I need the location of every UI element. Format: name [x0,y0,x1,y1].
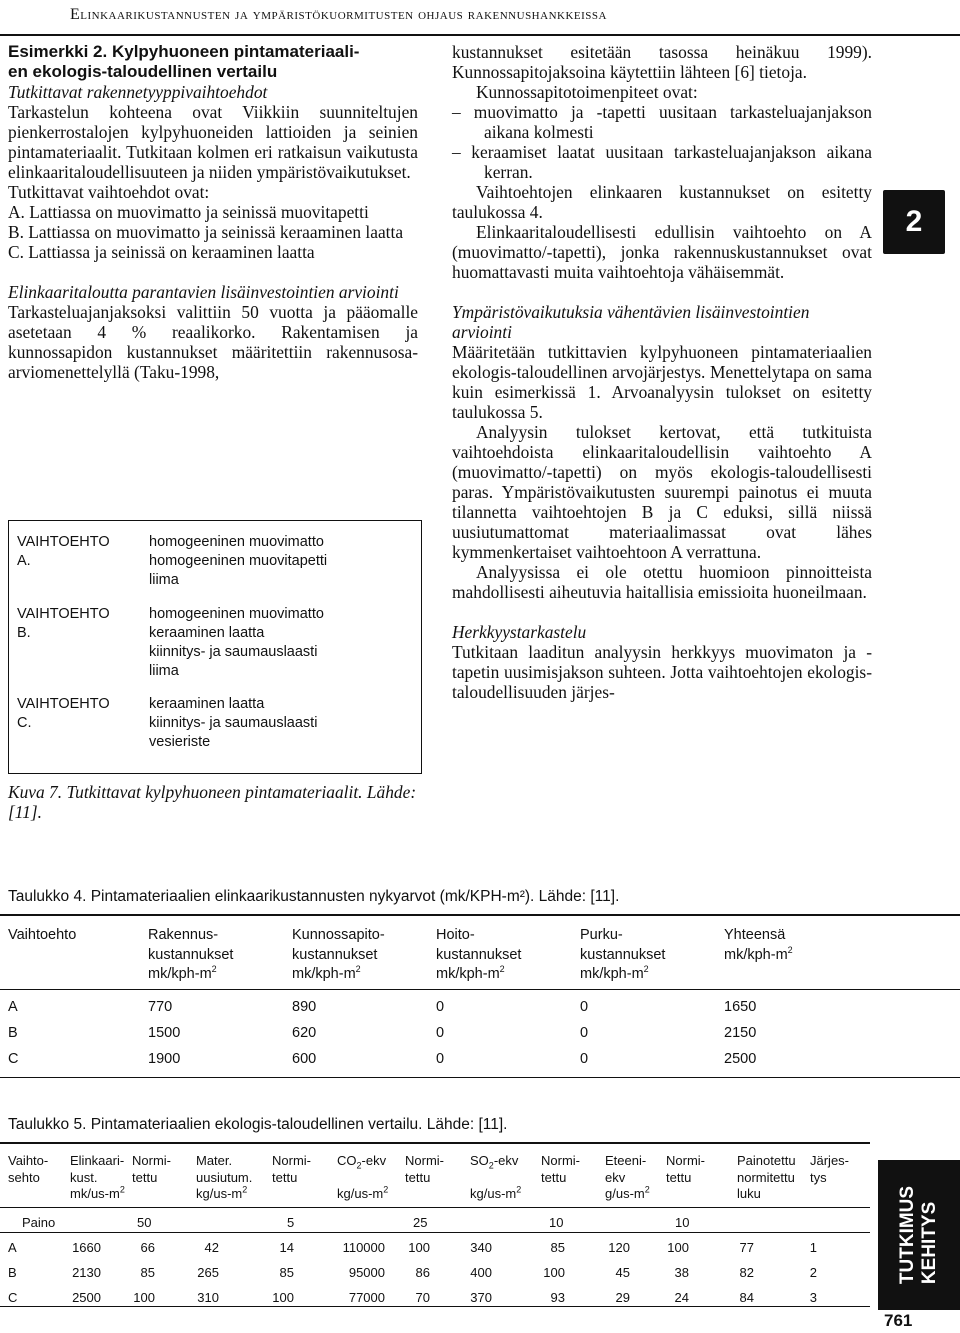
table-4-cell: C [8,1051,19,1067]
option-b: B. Lattiassa on muovimatto ja seinissä keraaminen laatta [8,222,404,242]
table-5-cell: 3 [809,1290,817,1305]
table-5-header-so2: $SO_2$-ekv $kg/us-m^2$ [470,1153,522,1201]
table-5-cell: 85 [550,1240,565,1255]
table-5-cell: 70 [415,1290,430,1305]
table-4-cell: 0 [436,999,445,1015]
table-4-cell: 0 [436,1025,445,1041]
left-paragraph-3: Tarkasteluajanjaksoksi valittiin 50 vuotta ja pääomalle asetetaan 4 % reaalikorko. Rakentamisen ja kunnossapidon kustannukset määritettiin rakennusosa-arviomenettelyllä (Taku-1998, [8,302,418,382]
table-5-header-rule [0,1207,870,1208]
table-5-header-normitettu-2: Normi- tettu [272,1153,311,1185]
table-5-cell: 1 [809,1240,817,1255]
table-5-cell: 265 [197,1265,219,1280]
table-5-header-painotettu: Painotettu normitettu luku [737,1153,796,1201]
table-4-header-hoito: Hoito- kustannukset $mk/kph-m^2$ [436,927,522,982]
table-4-cell: 0 [580,999,589,1015]
table-4-cell: 600 [292,1051,317,1067]
table-5-cell: B [8,1265,17,1280]
option-a: A. Lattiassa on muovimatto ja seinissä muovitapetti [8,202,369,222]
right-column [452,42,872,702]
table-5-cell: 66 [140,1240,155,1255]
figure-7-box [8,520,422,774]
left-paragraph-2: Tutkittavat vaihtoehdot ovat: [8,182,210,202]
table-5-weight: 50 [137,1215,152,1230]
table-5-cell: 29 [615,1290,630,1305]
table-5-cell: 2500 [72,1290,101,1305]
right-paragraph-3: Vaihtoehtojen elinkaaren kustannukset on esitetty taulukossa 4. [452,182,872,222]
table-4-cell: 770 [148,999,173,1015]
table-5-weight: 10 [675,1215,690,1230]
table-5-cell: 100 [667,1240,689,1255]
section-side-tab-label: TUTKIMUS KEHITYS [897,1185,940,1285]
table-5-header-elinkaari: Elinkaari- kust. $mk/us-m^2$ [70,1153,125,1201]
table-5-header-normitettu-4: Normi- tettu [541,1153,580,1185]
example-title-line-2: en ekologis-taloudellinen vertailu [8,62,278,81]
table-5-cell: 85 [279,1265,294,1280]
figure-caption: Kuva 7. Tutkittavat kylpyhuoneen pintamateriaalit. Lähde: [11]. [8,782,417,822]
table-4-cell: 1500 [148,1025,181,1041]
table-4-cell: A [8,999,18,1015]
right-paragraph-1: kustannukset esitetään tasossa heinäkuu 1999). Kunnossapitojaksoina käytettiin lähteen [6] tietoja. [452,42,872,82]
table-5-cell: A [8,1240,17,1255]
page-number: 761 [884,1311,913,1330]
header-rule [0,34,960,36]
right-paragraph-4: Elinkaaritaloudellisesti edullisin vaihtoehto on A (muovimatto/-tapetti), jonka rakennuskustannukset ovat huomattavasti muita vaihtoehtoja vähäisemmät. [452,222,872,282]
table-4-header-rakennus: Rakennus- kustannukset $mk/kph-m^2$ [148,927,234,982]
right-paragraph-7: Analyysissa ei ole otettu huomioon pinnoitteista mahdollisesti aiheutuvia haitallisia emissioita huoneilmaan. [452,562,872,602]
table-4-bottom-rule [0,1077,960,1078]
table-5-cell: 100 [272,1290,294,1305]
table-5-cell: 38 [674,1265,689,1280]
right-paragraph-2: Kunnossapitotoimenpiteet ovat: [476,82,698,102]
maintenance-item-2: – keraamiset laatat uusitaan tarkasteluajanjakson aikana kerran. [452,142,872,182]
table-4-header-purku: Purku- kustannukset $mk/kph-m^2$ [580,927,666,982]
table-5-cell: 100 [543,1265,565,1280]
table-4-title: Taulukko 4. Pintamateriaalien elinkaarikustannusten nykyarvot (mk/KPH-m²). Lähde: [11]. [8,888,620,905]
table-5-cell: 93 [550,1290,565,1305]
table-5-cell: 45 [615,1265,630,1280]
figure-option-b-label: VAIHTOEHTO B. [17,606,110,641]
subhead-ymparistovaikutukset: Ympäristövaikutuksia vähentävien lisäinvestointien arviointi [452,302,810,342]
figure-option-c-materials: keraaminen laatta kiinnitys- ja saumauslaasti vesieriste [149,696,318,750]
table-5-cell: 110000 [342,1240,385,1255]
table-5-cell: 340 [470,1240,492,1255]
table-5-cell: 1660 [72,1240,101,1255]
table-5-title: Taulukko 5. Pintamateriaalien ekologis-taloudellinen vertailu. Lähde: [11]. [8,1116,508,1133]
table-5-paino-label: Paino [22,1215,56,1230]
figure-option-b-materials: homogeeninen muovimatto keraaminen laatta kiinnitys- ja saumauslaasti liima [149,606,324,679]
table-5-cell: 100 [133,1290,155,1305]
subhead-tutkittavat: Tutkittavat rakennetyyppivaihtoehdot [8,82,268,102]
table-5-weight: 10 [549,1215,564,1230]
table-4-cell: 0 [580,1051,589,1067]
table-5-cell: 24 [674,1290,689,1305]
table-4-cell: 1650 [724,999,757,1015]
running-header: Elinkaarikustannusten ja ympäristökuormitusten ohjaus rakennushankkeissa [70,6,607,23]
chapter-tab: 2 [883,190,945,254]
maintenance-item-1: – muovimatto ja -tapetti uusitaan tarkasteluajanjakson aikana kolmesti [452,102,872,142]
right-paragraph-6: Analyysin tulokset kertovat, että tutkituista vaihtoehdoista elinkaaritaloudellisin vaihtoehto A (muovimatto/-tapetti) on myös ekologis-taloudellisesti paras. Ympäristövaikutusten suurempi painotus ei muuta tilannetta vaihtoehtojen B ja C eduksi, sillä niissä uusiutumattomat materiaalimassat ovat lähes kymmenkertaiset vaihtoehtoon A verrattuna. [452,422,872,562]
table-4-cell: 2150 [724,1025,757,1041]
table-5-cell: C [8,1290,18,1305]
table-5-cell: 2130 [72,1265,101,1280]
table-5-cell: 400 [470,1265,492,1280]
table-4-cell: 1900 [148,1051,181,1067]
table-5-header-eteeni: Eteeni- ekv $g/us-m^2$ [605,1153,650,1201]
table-5-header-jarjestys: Järjes- tys [810,1153,850,1185]
table-5-cell: 100 [408,1240,430,1255]
table-4-header-rule [0,989,960,990]
table-5-header-co2: $CO_2$-ekv $kg/us-m^2$ [337,1153,389,1201]
option-c: C. Lattiassa ja seinissä on keraaminen laatta [8,242,315,262]
figure-option-c-label: VAIHTOEHTO C. [17,696,110,731]
table-5-cell: 77 [739,1240,754,1255]
table-5-cell: 120 [608,1240,630,1255]
table-4-header-kunnossapito: Kunnossapito- kustannukset $mk/kph-m^2$ [292,927,385,982]
table-5-cell: 82 [739,1265,754,1280]
table-4-cell: 890 [292,999,317,1015]
figure-option-a-materials: homogeeninen muovimatto homogeeninen muovitapetti liima [149,534,328,588]
table-5-cell: 95000 [348,1265,385,1280]
table-4-cell: 620 [292,1025,317,1041]
table-4-cell: 0 [436,1051,445,1067]
table-4-header-yhteensa: Yhteensä $mk/kph-m^2$ [724,927,793,963]
table-5-cell: 310 [197,1290,219,1305]
table-5-header-normitettu-1: Normi- tettu [132,1153,171,1185]
table-5-cell: 2 [809,1265,817,1280]
table-4-top-rule [0,914,960,916]
left-column [8,42,418,382]
right-paragraph-8: Tutkitaan laaditun analyysin herkkyys muovimaton ja -tapetin uusimisjakson suhteen. Jotta vaihtoehtojen ekologis-taloudellisuuden järjes- [452,642,872,702]
table-5-cell: 42 [204,1240,219,1255]
subhead-herkkyystarkastelu: Herkkyystarkastelu [452,622,587,642]
table-5-cell: 86 [415,1265,430,1280]
table-4-cell: 2500 [724,1051,757,1067]
subhead-lisainvestoinnit: Elinkaaritaloutta parantavien lisäinvestointien arviointi [8,282,399,302]
table-5-cell: 370 [470,1290,492,1305]
left-paragraph-1: Tarkastelun kohteena ovat Viikkiin suunniteltujen pienkerrostalojen kylpyhuoneiden lattioiden ja seinien pintamateriaalit. Tutkitaan kolmen eri ratkaisun vaikutusta elinkaaritaloudellisuuteen ja niiden ympäristövaikutukset. [8,102,418,182]
right-paragraph-5: Määritetään tutkittavien kylpyhuoneen pintamateriaalien ekologis-taloudellinen arvojärjestys. Menettelytapa on sama kuin esimerkissä 1. Arvoanalyysin tulokset on esitetty taulukossa 5. [452,342,872,422]
table-4-header-vaihtoehto: Vaihtoehto [8,927,77,943]
table-5-header-normitettu-5: Normi- tettu [666,1153,705,1185]
table-5-cell: 14 [279,1240,294,1255]
table-5-cell: 77000 [348,1290,385,1305]
table-5-weight: 5 [287,1215,295,1230]
figure-option-a-label: VAIHTOEHTO A. [17,534,110,569]
table-5-header-normitettu-3: Normi- tettu [405,1153,444,1185]
table-4-cell: 0 [580,1025,589,1041]
table-4-cell: B [8,1025,18,1041]
table-5-weight: 25 [413,1215,428,1230]
table-5-cell: 85 [140,1265,155,1280]
table-5-header-materiaali: Mater. uusiutum. $kg/us-m^2$ [196,1153,253,1201]
table-5-bottom-rule [0,1306,870,1307]
example-title-line-1: Esimerkki 2. Kylpyhuoneen pintamateriaali- [8,42,360,61]
table-5-paino-rule [0,1232,870,1233]
table-5-cell: 84 [739,1290,754,1305]
table-5-top-rule [0,1142,870,1144]
table-5-header-vaihtoehto: Vaihto- sehto [8,1153,49,1185]
